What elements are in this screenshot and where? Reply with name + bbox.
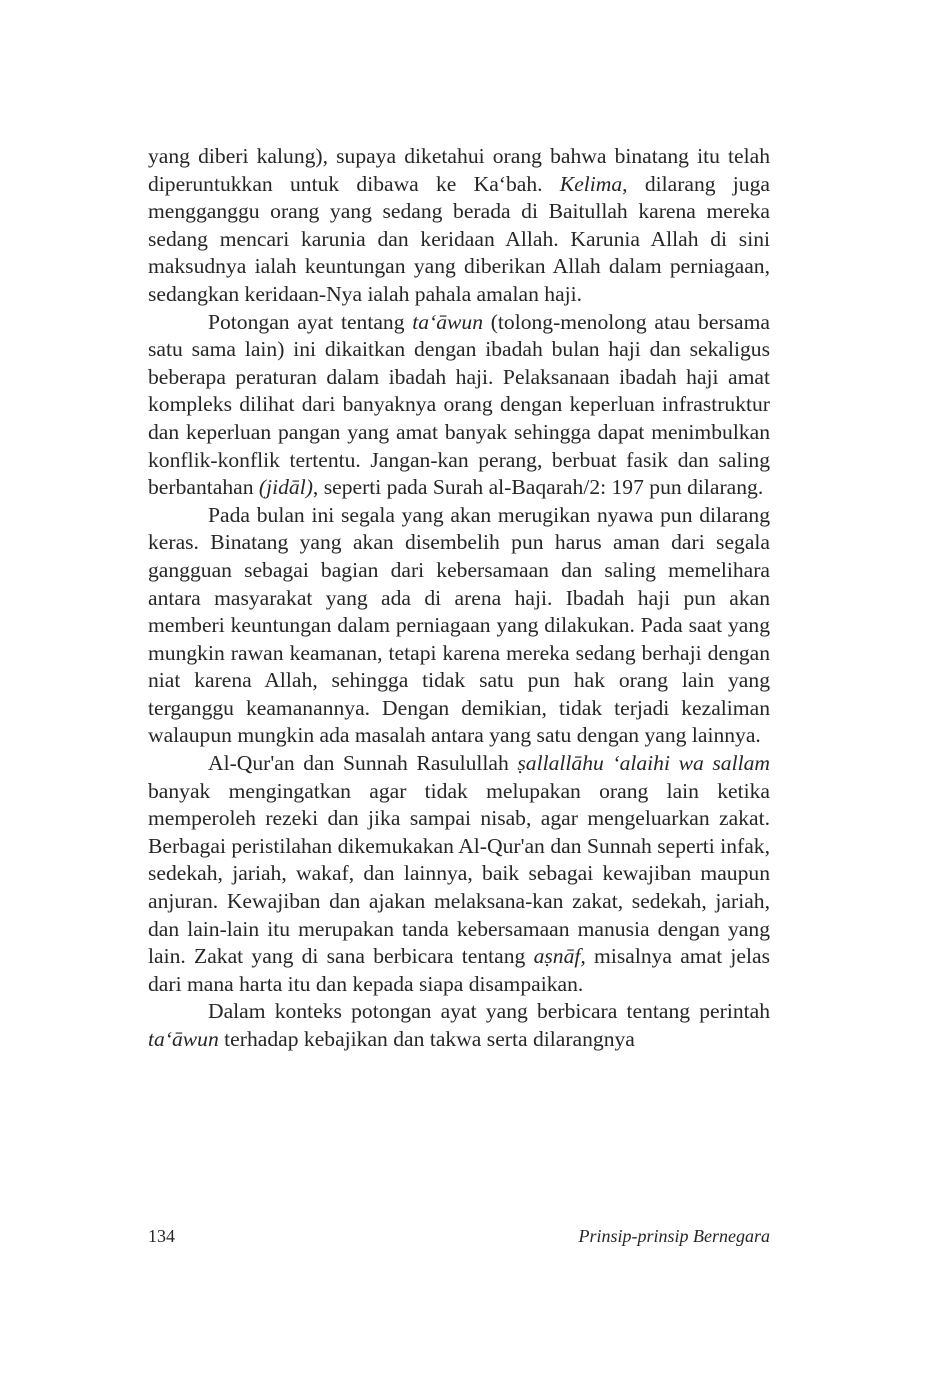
page-footer bbox=[148, 1222, 770, 1250]
italic-term-asnaf: aṣnāf, bbox=[533, 944, 586, 969]
text-span: banyak mengingatkan agar tidak melupakan orang lain ketika memperoleh rezeki dan jika sampai nisab, agar mengeluarkan zakat. Berbagai peristilahan dikemukakan Al-Qur'an dan Sunnah seperti infak, sedekah, jariah, wakaf, dan lainnya, baik sebagai kewajiban maupun anjuran. Kewajiban dan ajakan melaksana-kan zakat, sedekah, jariah, dan lain-lain itu merupakan tanda kebersamaan manusia dengan yang lain. Zakat yang di sana berbicara tentang bbox=[148, 778, 770, 969]
body-text bbox=[148, 143, 770, 1054]
page-number: 134 bbox=[148, 1226, 175, 1246]
italic-term-jidal: (jidāl) bbox=[258, 475, 313, 500]
paragraph-2 bbox=[148, 309, 770, 502]
running-title: Prinsip-prinsip Bernegara bbox=[578, 1226, 770, 1246]
text-span: Potongan ayat tentang bbox=[208, 309, 413, 334]
text-span: yang diberi kalung), supaya diketahui orang bahwa binatang itu telah diperuntukkan untuk dibawa ke Ka‘bah. bbox=[148, 144, 770, 196]
text-span: dilarang juga mengganggu orang yang sedang berada di Baitullah karena mereka sedang mencari karunia dan keridaan Allah. Karunia Allah di sini maksudnya ialah keuntungan yang diberikan Allah dalam perniagaan, sedangkan keridaan-Nya ialah pahala amalan haji. bbox=[148, 171, 770, 306]
italic-term-taawun: ta‘āwun bbox=[412, 309, 484, 334]
text-span: Al-Qur'an dan Sunnah Rasulullah bbox=[208, 751, 518, 776]
paragraph-1 bbox=[148, 143, 770, 309]
text-span: misalnya amat jelas dari mana harta itu dan kepada siapa disampaikan. bbox=[148, 944, 770, 996]
italic-term-sallallahu: ṣallallāhu ‘alaihi wa sallam bbox=[517, 751, 770, 776]
paragraph-4 bbox=[148, 750, 770, 998]
text-span: (tolong-menolong atau bersama satu sama lain) ini dikaitkan dengan ibadah bulan haji dan sekaligus beberapa peraturan dalam ibadah haji. Pelaksanaan ibadah haji amat kompleks dilihat dari banyaknya orang dengan keperluan infrastruktur dan keperluan pangan yang amat banyak sehingga dapat menimbulkan konflik-konflik tertentu. Jangan-kan perang, berbuat fasik dan saling berbantahan bbox=[148, 309, 770, 500]
italic-term-kelima: Kelima, bbox=[559, 171, 628, 196]
italic-term-taawun: ta‘āwun bbox=[148, 1027, 219, 1051]
text-span: Pada bulan ini segala yang akan merugikan nyawa pun dilarang keras. Binatang yang akan disembelih pun harus aman dari segala gangguan sebagai bagian dari kebersamaan dan saling memelihara antara masyarakat yang ada di arena haji. Ibadah haji pun akan memberi keuntungan dalam perniagaan yang dilakukan. Pada saat yang mungkin rawan keamanan, tetapi karena mereka sedang berhaji dengan niat karena Allah, sehingga tidak satu pun hak orang lain yang terganggu keamanannya. Dengan demikian, tidak terjadi kezaliman walaupun mungkin ada masalah antara yang satu dengan yang lainnya. bbox=[148, 502, 770, 748]
paragraph-5 bbox=[148, 998, 770, 1053]
text-span: , seperti pada Surah al-Baqarah/2: 197 pun dilarang. bbox=[312, 475, 764, 500]
text-span: terhadap kebajikan dan takwa serta dilarangnya bbox=[218, 1027, 635, 1051]
paragraph-3 bbox=[148, 502, 770, 750]
text-span: Dalam konteks potongan ayat yang berbicara tentang perintah bbox=[208, 999, 770, 1024]
